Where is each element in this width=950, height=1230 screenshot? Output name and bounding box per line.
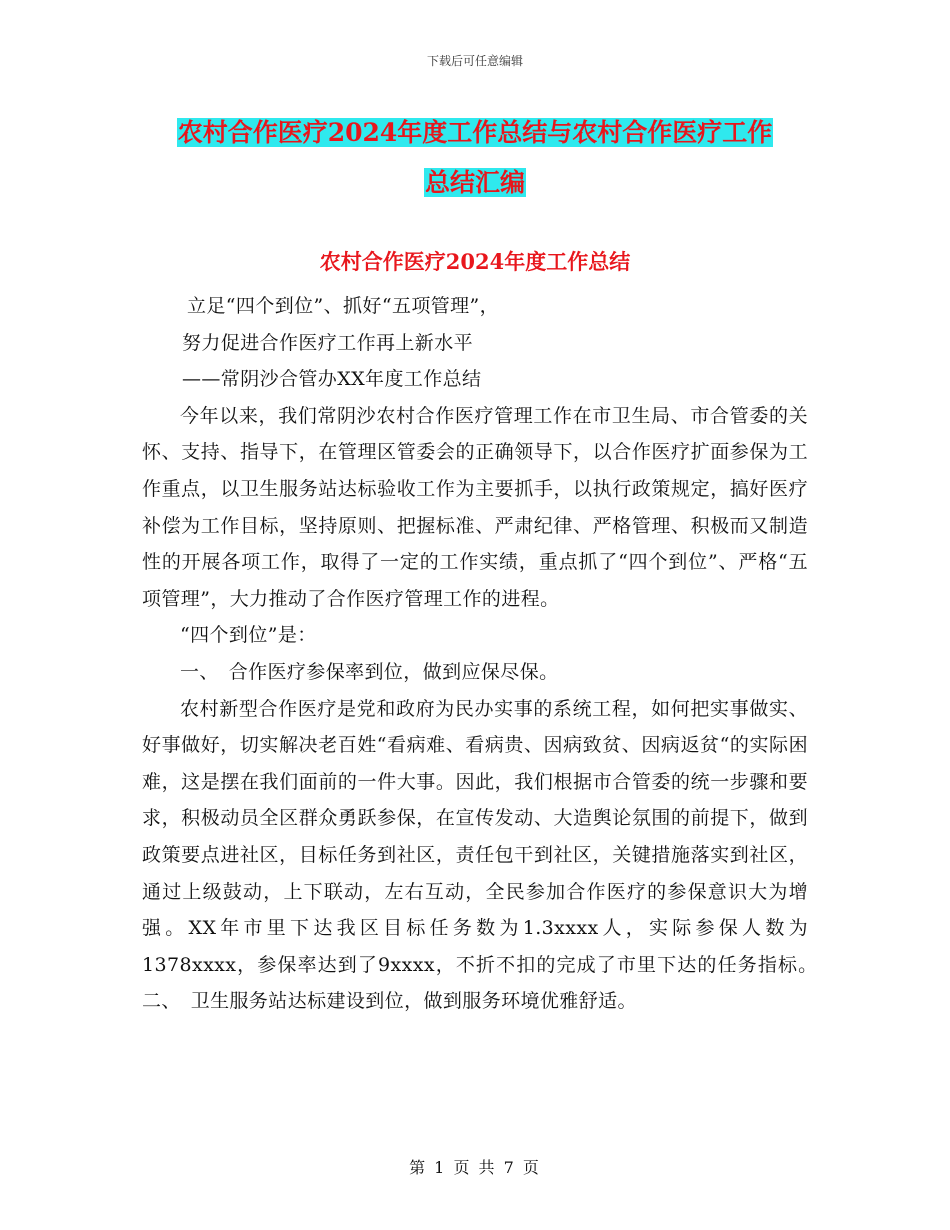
document-title-line-2: 总结汇编 [424,168,525,197]
header-note: 下载后可任意编辑 [426,54,523,68]
body-paragraph: 努力促进合作医疗工作再上新水平 [182,331,474,354]
body-paragraph: “四个到位”是： [180,624,317,647]
page-number: 第 1 页 共 7 页 [409,1158,541,1177]
body-paragraph: ——常阴沙合管办XX年度工作总结 [182,368,482,391]
document-title-line-1: 农村合作医疗2024年度工作总结与农村合作医疗工作 [177,118,773,147]
body-paragraph: 立足“四个到位”、抓好“五项管理”， [187,295,500,317]
body-paragraph: 今年以来，我们常阴沙农村合作医疗管理工作在市卫生局、市合管委的关怀、支持、指导下，在管理区管委会的正确领导下，以合作医疗扩面参保为工作重点，以卫生服务站达标验收工作为主要抓手，以执行政策规定，搞好医疗补偿为工作目标，坚持原则、把握标准、严肃纪律、严格管理、积极而又制造性的开展各项工作，取得了一定的工作实绩，重点抓了“四个到位”、严格“五项管理”，大力推动了合作医疗管理工作的进程。 [142,404,808,610]
body-paragraph: 一、 合作医疗参保率到位，做到应保尽保。 [180,660,559,683]
section-title: 农村合作医疗2024年度工作总结 [319,249,631,274]
body-paragraph: 农村新型合作医疗是党和政府为民办实事的系统工程，如何把实事做实、好事做好，切实解决老百姓“看病难、看病贵、因病致贫、因病返贫“的实际困难，这是摆在我们面前的一件大事。因此，我们根据市合管委的统一步骤和要求，积极动员全区群众勇跃参保，在宣传发动、大造舆论氛围的前提下，做到政策要点进社区，目标任务到社区，责任包干到社区，关键措施落实到社区，通过上级鼓动，上下联动，左右互动，全民参加合作医疗的参保意识大为增强。XX年市里下达我区目标任务数为1.3xxxx人，实际参保人数为1378xxxx，参保率达到了9xxxx，不折不扣的完成了市里下达的任务指标。 二、 卫生服务站达标建设到位，做到服务环境优雅舒适。 [142,697,847,1013]
document-title [140,108,810,208]
document-body [142,288,847,1020]
